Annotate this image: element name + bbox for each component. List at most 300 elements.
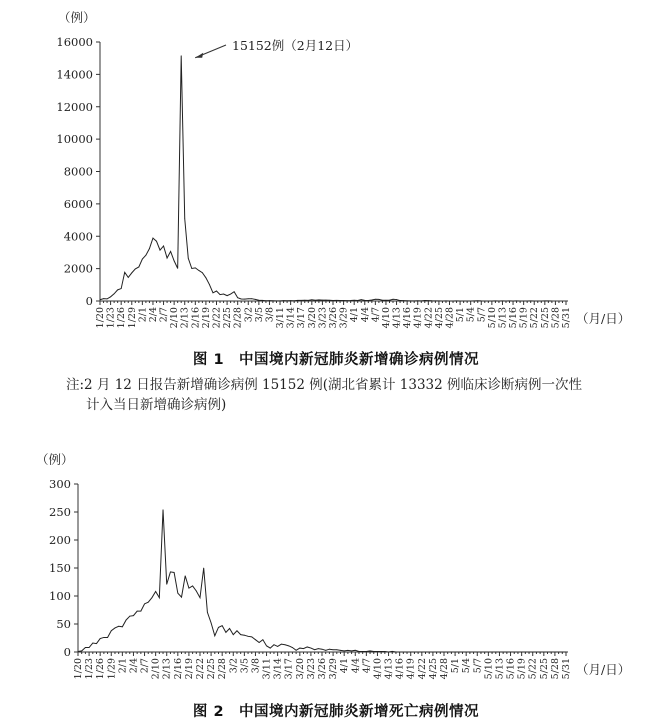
c1-point-95 [435,300,436,301]
c1-point-36 [227,295,228,296]
c1-xtick-label-38: 5/13 [497,307,509,329]
c1-point-14 [149,248,150,249]
c1-point-116 [509,300,510,301]
c1-xtick-label-4: 2/1 [137,307,149,323]
c2-point-111 [488,652,489,653]
c1-xtick-label-30: 4/19 [412,307,424,329]
c2-point-65 [318,648,319,649]
c1-ytick-label-7: 14000 [56,67,93,82]
c2-point-86 [396,652,397,653]
chart-confirmed-cases [0,0,672,340]
c2-point-47 [251,636,252,637]
c2-xtick-label-25: 4/4 [350,658,362,674]
c1-point-113 [499,301,500,302]
c2-point-10 [115,628,116,629]
c2-point-23 [163,509,164,510]
c2-point-80 [373,651,374,652]
c2-point-58 [292,647,293,648]
c2-xtick-label-20: 3/20 [294,658,306,680]
c1-annotation-label: 15152例（2月12日） [232,38,359,53]
c2-point-12 [122,626,123,627]
c1-point-5 [117,289,118,290]
c1-point-37 [230,294,231,295]
c1-point-23 [181,55,182,56]
c1-point-55 [294,300,295,301]
c1-point-19 [167,258,168,259]
c2-point-48 [255,639,256,640]
c1-point-90 [417,300,418,301]
c1-point-74 [361,299,362,300]
c1-xtick-label-37: 5/10 [486,307,498,329]
c1-point-119 [520,301,521,302]
c2-point-91 [414,652,415,653]
c1-point-111 [491,301,492,302]
c1-point-6 [121,288,122,289]
c2-point-50 [262,639,263,640]
c2-point-112 [492,652,493,653]
c1-point-26 [191,268,192,269]
c2-xtick-label-39: 5/16 [505,658,517,680]
c2-point-83 [384,651,385,652]
c1-point-57 [301,300,302,301]
c1-ytick-label-6: 12000 [56,99,93,114]
c2-point-6 [100,638,101,639]
c2-point-9 [111,630,112,631]
figure1-note-line1: 注:2 月 12 日报告新增确诊病例 15152 例(湖北省累计 13332 例临床诊断病例一次性 [66,377,583,393]
c1-point-44 [255,299,256,300]
c2-xtick-label-27: 4/10 [372,658,384,680]
c2-point-115 [503,652,504,653]
c2-xtick-label-0: 1/20 [73,658,84,680]
c1-point-45 [258,300,259,301]
c2-point-117 [510,652,511,653]
c1-point-107 [477,300,478,301]
c2-point-42 [233,634,234,635]
c1-point-24 [184,218,185,219]
c1-xtick-label-10: 2/19 [200,307,212,329]
c1-point-82 [389,300,390,301]
c1-point-61 [315,300,316,301]
c1-point-72 [354,300,355,301]
c1-xtick-label-34: 5/1 [455,307,467,323]
figure2-caption: 图 2 中国境内新冠肺炎新增死亡病例情况 [192,704,480,720]
c1-point-76 [368,300,369,301]
c2-point-74 [351,650,352,651]
c1-point-40 [241,299,242,300]
c2-point-119 [518,652,519,653]
c1-point-125 [541,301,542,302]
c1-point-65 [329,300,330,301]
c1-point-71 [350,300,351,301]
c1-point-43 [251,298,252,299]
c2-xtick-label-14: 3/2 [228,658,240,674]
c2-point-105 [466,652,467,653]
c1-point-27 [195,267,196,268]
c2-point-81 [377,651,378,652]
c2-point-15 [133,615,134,616]
c2-point-89 [407,652,408,653]
c1-xtick-label-16: 3/8 [264,307,276,323]
c1-point-39 [237,297,238,298]
c2-xtick-label-11: 2/22 [195,658,206,680]
c2-point-100 [447,652,448,653]
c1-xtick-label-7: 2/10 [169,307,181,329]
c1-point-122 [530,301,531,302]
c2-point-30 [189,588,190,589]
c2-point-36 [211,622,212,623]
c2-point-114 [499,652,500,653]
c2-point-95 [429,652,430,653]
c1-ytick-label-5: 10000 [56,132,93,147]
c2-ytick-label-4: 200 [49,533,71,547]
c1-point-20 [170,251,171,252]
c2-point-63 [311,648,312,649]
c1-xtick-label-9: 2/16 [190,307,202,329]
c2-point-129 [555,652,556,653]
c1-xtick-label-20: 3/20 [306,307,318,329]
c2-point-121 [525,652,526,653]
c2-xtick-label-12: 2/25 [206,658,218,680]
c2-point-0 [78,651,79,652]
c1-xtick-label-23: 3/29 [338,307,350,329]
c2-xtick-label-26: 4/7 [361,658,373,674]
c2-point-88 [403,652,404,653]
c1-point-3 [110,296,111,297]
c2-xtick-label-15: 3/5 [239,658,251,674]
c2-point-14 [129,616,130,617]
c2-point-104 [462,652,463,653]
c2-point-55 [281,644,282,645]
c1-point-89 [414,300,415,301]
c2-xtick-label-16: 3/8 [250,658,262,674]
c1-ytick-label-8: 16000 [56,35,93,49]
c2-point-118 [514,652,515,653]
c2-point-73 [347,650,348,651]
c2-point-59 [296,650,297,651]
c2-point-130 [558,652,559,653]
c1-point-9 [131,272,132,273]
c1-series-line [100,56,552,301]
c2-point-52 [270,648,271,649]
c2-point-18 [144,603,145,604]
c1-xtick-label-22: 3/26 [328,307,339,329]
c2-point-70 [336,649,337,650]
c2-point-101 [451,652,452,653]
c1-point-98 [446,301,447,302]
c2-point-17 [140,611,141,612]
c2-series-line [78,510,566,652]
c2-point-77 [362,651,363,652]
c1-point-105 [470,301,471,302]
c2-point-122 [529,652,530,653]
c2-point-98 [440,652,441,653]
c1-point-77 [371,300,372,301]
c2-xtick-label-5: 2/4 [128,658,140,674]
c1-xtick-label-2: 1/26 [116,307,128,329]
c2-point-25 [170,572,171,573]
c2-point-67 [325,650,326,651]
c1-xtick-label-6: 2/7 [158,307,170,323]
c1-xtick-label-15: 3/5 [253,307,265,323]
c1-point-114 [502,301,503,302]
c2-point-31 [192,586,193,587]
c1-point-79 [378,299,379,300]
c2-xtick-label-22: 3/26 [317,658,328,680]
c2-point-2 [85,647,86,648]
c2-point-99 [444,652,445,653]
c2-point-132 [566,652,567,653]
c1-point-17 [160,250,161,251]
c1-point-97 [442,301,443,302]
c2-point-127 [547,652,548,653]
c2-xtick-label-4: 2/1 [117,658,129,674]
c1-xtick-label-14: 3/2 [243,307,255,323]
c2-xtick-label-37: 5/10 [483,658,495,680]
c2-point-113 [495,652,496,653]
c1-xtick-label-24: 4/1 [349,307,361,323]
c1-point-63 [322,300,323,301]
c2-xtick-label-42: 5/25 [538,658,550,680]
c1-xtick-label-35: 5/4 [465,307,477,323]
c1-point-94 [431,300,432,301]
c1-xtick-label-11: 2/22 [211,307,223,329]
c2-point-19 [148,602,149,603]
c2-point-46 [248,636,249,637]
c2-xtick-label-29: 4/16 [394,658,406,680]
c1-point-101 [456,300,457,301]
c1-point-128 [551,301,552,302]
c2-xtick-label-6: 2/7 [139,658,151,674]
c1-point-126 [544,301,545,302]
c2-xtick-label-10: 2/19 [183,658,195,680]
c2-point-78 [366,651,367,652]
c2-point-40 [225,632,226,633]
c1-point-102 [460,301,461,302]
c1-xtick-label-1: 1/23 [105,307,117,329]
c1-ytick-label-3: 6000 [63,196,93,211]
c1-point-106 [474,301,475,302]
c1-point-34 [220,294,221,295]
c2-point-57 [288,645,289,646]
figure1-caption: 图 1 中国境内新冠肺炎新增确诊病例情况 [192,352,480,368]
c1-point-4 [114,293,115,294]
c1-point-32 [213,292,214,293]
c2-xtick-label-38: 5/13 [494,658,506,680]
c1-point-112 [495,300,496,301]
c1-xtick-label-3: 1/29 [126,307,138,329]
c1-point-81 [386,300,387,301]
c1-point-12 [142,259,143,260]
c1-xtick-label-18: 3/14 [285,307,297,329]
c1-point-99 [449,301,450,302]
c1-point-84 [396,299,397,300]
c2-point-29 [185,575,186,576]
c1-xtick-label-21: 3/23 [317,307,329,329]
c2-point-94 [425,652,426,653]
c2-xtick-label-2: 1/26 [95,658,107,680]
c1-point-54 [290,300,291,301]
c2-point-26 [174,572,175,573]
c2-point-124 [536,652,537,653]
c1-xtick-label-17: 3/11 [275,307,287,329]
c1-xtick-label-44: 5/31 [561,307,572,329]
c2-point-1 [81,650,82,651]
c1-point-50 [276,300,277,301]
c1-xtick-label-19: 3/17 [296,307,308,329]
c1-point-64 [326,300,327,301]
c1-point-87 [407,300,408,301]
c1-xtick-label-39: 5/16 [508,307,520,329]
c1-point-56 [297,300,298,301]
c2-point-107 [473,652,474,653]
c2-xtick-label-17: 3/11 [261,658,273,680]
c1-ytick-label-0: 0 [85,294,93,308]
c2-point-120 [521,652,522,653]
c2-point-62 [307,647,308,648]
c1-point-60 [311,299,312,300]
c2-point-123 [532,652,533,653]
c2-ytick-label-2: 100 [49,589,71,603]
c2-point-16 [137,611,138,612]
c1-xtick-label-5: 2/4 [147,307,159,323]
c2-xtick-label-18: 3/14 [272,658,284,680]
c2-point-27 [177,593,178,594]
c2-xtick-label-7: 2/10 [150,658,162,680]
c2-point-103 [458,652,459,653]
c1-point-124 [537,301,538,302]
c2-point-4 [92,643,93,644]
c1-point-109 [484,301,485,302]
c2-point-106 [469,652,470,653]
c1-xlabel: （月/日） [576,311,631,326]
c2-point-45 [244,635,245,636]
c1-ytick-label-4: 8000 [63,164,93,179]
c1-point-33 [216,291,217,292]
c2-point-38 [218,627,219,628]
c1-point-13 [145,255,146,256]
c2-xtick-label-43: 5/28 [549,658,561,680]
c1-point-16 [156,241,157,242]
c2-point-49 [259,642,260,643]
c1-ytick-label-1: 2000 [63,261,93,276]
c1-ytick-label-2: 4000 [63,229,93,244]
c2-point-92 [418,652,419,653]
c1-point-83 [393,299,394,300]
c2-point-37 [214,635,215,636]
c2-point-75 [355,650,356,651]
c2-point-33 [200,597,201,598]
c1-point-21 [174,260,175,261]
c2-point-87 [399,652,400,653]
c1-point-75 [364,300,365,301]
c1-point-100 [453,301,454,302]
c1-point-51 [280,300,281,301]
c2-xtick-label-8: 2/13 [161,658,173,680]
c1-point-42 [248,298,249,299]
c2-xtick-label-31: 4/22 [416,658,428,680]
c2-xtick-label-34: 5/1 [450,658,462,674]
c2-xtick-label-41: 5/22 [527,658,539,680]
c2-point-128 [551,652,552,653]
c2-xtick-label-44: 5/31 [561,658,572,680]
c2-point-96 [433,652,434,653]
c2-point-5 [96,643,97,644]
c1-point-52 [283,300,284,301]
c2-point-97 [436,652,437,653]
c1-xtick-label-13: 2/28 [232,307,244,329]
c1-point-48 [269,300,270,301]
c1-point-11 [138,267,139,268]
c1-point-49 [273,300,274,301]
c2-xtick-label-33: 4/28 [439,658,450,680]
c2-point-109 [481,652,482,653]
c2-point-66 [322,649,323,650]
c2-ytick-label-0: 0 [63,645,71,659]
c1-point-10 [135,269,136,270]
c2-point-28 [181,597,182,598]
c2-point-51 [266,645,267,646]
c1-xtick-label-32: 4/25 [433,307,445,329]
c2-point-93 [421,652,422,653]
c2-point-22 [159,597,160,598]
c1-point-110 [488,301,489,302]
c2-point-39 [222,625,223,626]
c2-xtick-label-28: 4/13 [383,658,395,680]
c2-xtick-label-21: 3/23 [305,658,317,680]
c1-point-30 [206,277,207,278]
c2-point-68 [329,649,330,650]
c1-point-69 [343,300,344,301]
c1-point-67 [336,300,337,301]
c2-point-24 [166,584,167,585]
c1-point-2 [107,298,108,299]
c2-xtick-label-19: 3/17 [283,658,295,680]
c2-point-61 [303,648,304,649]
c2-point-85 [392,651,393,652]
c1-point-120 [523,301,524,302]
c2-point-84 [388,652,389,653]
c2-point-76 [359,651,360,652]
c1-point-85 [400,300,401,301]
c1-point-80 [382,300,383,301]
c2-point-71 [340,650,341,651]
c2-point-69 [333,649,334,650]
c2-point-110 [484,652,485,653]
c2-point-44 [240,634,241,635]
c1-point-35 [223,294,224,295]
c2-point-3 [89,647,90,648]
c2-point-20 [152,597,153,598]
c1-point-18 [163,246,164,247]
c2-ytick-label-5: 250 [49,505,71,519]
c2-xtick-label-24: 4/1 [339,658,351,674]
c1-xtick-label-43: 5/28 [550,307,562,329]
c2-xtick-label-3: 1/29 [106,658,118,680]
chart-deaths [0,448,672,698]
c1-point-96 [439,300,440,301]
c2-ytick-label-1: 50 [56,617,71,631]
c1-xtick-label-0: 1/20 [95,307,106,329]
c2-ylabel: （例） [36,452,74,467]
c2-point-13 [126,620,127,621]
c1-point-25 [188,258,189,259]
c2-xtick-label-1: 1/23 [84,658,96,680]
c2-point-108 [477,652,478,653]
c2-point-131 [562,652,563,653]
c1-point-104 [467,301,468,302]
c1-point-66 [333,300,334,301]
c1-xtick-label-33: 4/28 [444,307,456,329]
